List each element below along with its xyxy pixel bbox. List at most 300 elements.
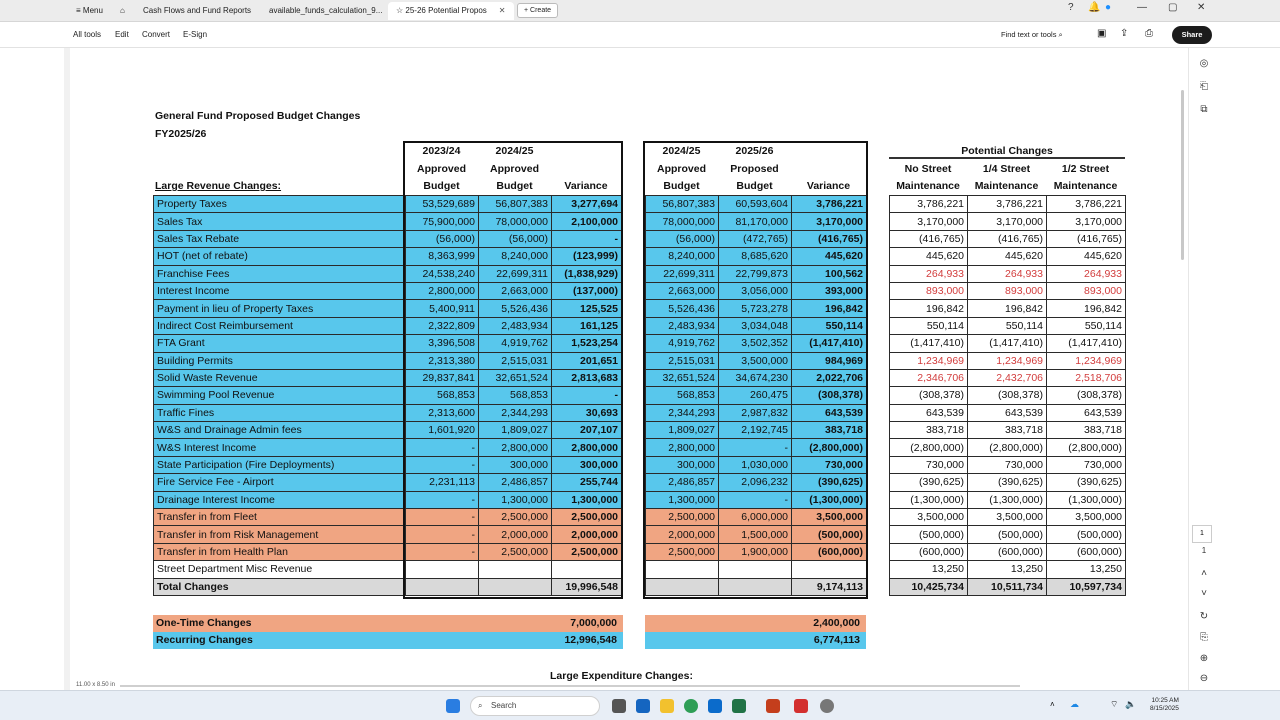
header-approved: Approved [416, 163, 466, 175]
table-row [154, 509, 622, 526]
file-explorer-icon[interactable] [612, 699, 626, 713]
header-2024-25: 2024/25 [662, 145, 701, 157]
cell-value: 60,593,604 [719, 196, 792, 213]
cell-value: 4,919,762 [479, 335, 552, 352]
doc-subtitle: FY2025/26 [155, 128, 207, 140]
search-icon: ⌕ [478, 701, 483, 710]
cell-value: (500,000) [890, 526, 968, 543]
table-row [890, 196, 1126, 213]
cell-value [719, 578, 792, 595]
header-potential-changes: Potential Changes [889, 145, 1125, 159]
taskbar-search[interactable]: ⌕ Search [470, 696, 600, 716]
table-row [646, 387, 867, 404]
cell-value: 30,693 [552, 404, 622, 421]
tab-potential-proposals[interactable]: ☆ 25-26 Potential Propos ✕ [388, 2, 514, 20]
cell-value: 730,000 [968, 456, 1047, 473]
find-text-tools[interactable]: Find text or tools ⌕ [1001, 30, 1063, 39]
cell-value: 643,539 [1047, 404, 1126, 421]
chrome-icon[interactable] [684, 699, 698, 713]
row-label: Traffic Fines [154, 404, 406, 421]
cell-value: - [406, 439, 479, 456]
cell-value: 300,000 [552, 456, 622, 473]
browser-tab-bar [0, 0, 1280, 22]
table-row [154, 248, 622, 265]
cell-value: 196,842 [792, 300, 867, 317]
table-row [646, 196, 867, 213]
cell-value: 8,363,999 [406, 248, 479, 265]
cell-value: 3,170,000 [792, 213, 867, 230]
cell-value: 445,620 [1047, 248, 1126, 265]
comment-icon[interactable]: ◎ [1199, 58, 1209, 69]
cell-value: 264,933 [890, 265, 968, 282]
cell-value: (500,000) [1047, 526, 1126, 543]
row-label: Interest Income [154, 282, 406, 299]
table-row [646, 491, 867, 508]
header-variance: Variance [564, 180, 608, 192]
cell-value: 100,562 [792, 265, 867, 282]
cell-value: (500,000) [792, 526, 867, 543]
table-row [890, 404, 1126, 421]
cell-value: - [406, 491, 479, 508]
page-number-input[interactable]: 1 [1192, 525, 1212, 543]
outlook-icon[interactable] [636, 699, 650, 713]
cell-value: 10,511,734 [968, 578, 1047, 595]
table-row [646, 422, 867, 439]
cell-value: 2,313,600 [406, 404, 479, 421]
header-budget: Budget [736, 180, 773, 192]
windows-start-icon[interactable] [446, 699, 460, 713]
table-row [154, 404, 622, 421]
cell-value: (308,378) [1047, 387, 1126, 404]
cell-value: 550,114 [890, 317, 968, 334]
recurring-changes-row: Recurring Changes 12,996,548 [153, 632, 623, 649]
cell-value: 383,718 [1047, 422, 1126, 439]
system-clock[interactable]: 10:25 AM 8/15/2025 [1150, 697, 1179, 712]
cell-value: 3,786,221 [968, 196, 1047, 213]
row-label: Fire Service Fee - Airport [154, 474, 406, 491]
cell-value: 56,807,383 [646, 196, 719, 213]
table-row [646, 561, 867, 578]
table-row [890, 369, 1126, 386]
cell-value: 2,515,031 [479, 352, 552, 369]
cell-value: 2,231,113 [406, 474, 479, 491]
help-icon[interactable]: ? [1068, 2, 1074, 13]
horizontal-scrollbar[interactable] [120, 685, 1020, 687]
cell-value: 2,192,745 [719, 422, 792, 439]
esign-menu[interactable]: E-Sign [183, 30, 208, 39]
table-row [890, 474, 1126, 491]
cell-value: 643,539 [792, 404, 867, 421]
cell-value: 3,034,048 [719, 317, 792, 334]
cell-value: 2,432,706 [968, 369, 1047, 386]
cell-value: 2,800,000 [646, 439, 719, 456]
recurring-2024-25: 12,996,548 [564, 634, 617, 646]
cell-value: 3,500,000 [719, 352, 792, 369]
cell-value: 32,651,524 [646, 369, 719, 386]
wifi-icon[interactable]: ⌔ [1110, 699, 1119, 709]
cell-value: 445,620 [792, 248, 867, 265]
expenditure-section-label: Large Expenditure Changes: [550, 670, 693, 682]
cell-value: 81,170,000 [719, 213, 792, 230]
cell-value: 2,800,000 [479, 439, 552, 456]
cell-value: 201,651 [552, 352, 622, 369]
header-approved: Approved [656, 163, 706, 175]
cell-value: (1,300,000) [1047, 491, 1126, 508]
cell-value: 3,056,000 [719, 282, 792, 299]
cell-value: 2,800,000 [552, 439, 622, 456]
table-row [154, 491, 622, 508]
cell-value: 29,837,841 [406, 369, 479, 386]
cell-value: (390,625) [1047, 474, 1126, 491]
right-rail [1188, 48, 1218, 690]
cell-value: 383,718 [968, 422, 1047, 439]
cell-value: 53,529,689 [406, 196, 479, 213]
row-label: HOT (net of rebate) [154, 248, 406, 265]
header-maintenance: Maintenance [974, 180, 1039, 192]
windows-taskbar [0, 690, 1280, 720]
table-row [646, 300, 867, 317]
row-label: Drainage Interest Income [154, 491, 406, 508]
cell-value: 161,125 [552, 317, 622, 334]
cell-value: 643,539 [890, 404, 968, 421]
table-row [890, 335, 1126, 352]
table-row [646, 578, 867, 595]
star-icon: ☆ [396, 6, 404, 15]
table-row [154, 474, 622, 491]
cell-value: 264,933 [968, 265, 1047, 282]
cell-value: (2,800,000) [792, 439, 867, 456]
settings-icon[interactable] [820, 699, 834, 713]
extract-icon[interactable]: ⎘ [1200, 632, 1208, 643]
cell-value: (56,000) [646, 230, 719, 247]
table-row [154, 352, 622, 369]
pages-icon[interactable]: ⧉ [1200, 104, 1208, 115]
document-page [70, 48, 1180, 688]
cell-value: (1,417,410) [1047, 335, 1126, 352]
cell-value: 2,515,031 [646, 352, 719, 369]
cell-value [479, 578, 552, 595]
cell-value: (600,000) [1047, 543, 1126, 560]
cell-value: (2,800,000) [968, 439, 1047, 456]
cell-value: - [406, 456, 479, 473]
table-row [154, 335, 622, 352]
convert-menu[interactable]: Convert [142, 30, 171, 39]
close-icon[interactable]: ✕ [498, 6, 506, 15]
edit-menu[interactable]: Edit [115, 30, 129, 39]
tab-cash-flows[interactable]: Cash Flows and Fund Reports [143, 6, 252, 15]
cell-value: (1,300,000) [792, 491, 867, 508]
cell-value: 550,114 [792, 317, 867, 334]
cell-value: (56,000) [406, 230, 479, 247]
cell-value: (1,417,410) [890, 335, 968, 352]
menu-button[interactable]: ≡ Menu [76, 6, 103, 15]
table-row [890, 352, 1126, 369]
table-row [890, 526, 1126, 543]
header-quarter-street: 1/4 Street [982, 163, 1031, 175]
cell-value: 550,114 [968, 317, 1047, 334]
cell-value: 1,809,027 [646, 422, 719, 439]
cell-value: 3,500,000 [968, 509, 1047, 526]
cell-value: 10,597,734 [1047, 578, 1126, 595]
cell-value: (308,378) [968, 387, 1047, 404]
cell-value: 3,786,221 [792, 196, 867, 213]
cell-value: - [719, 439, 792, 456]
cell-value: 383,718 [792, 422, 867, 439]
cell-value: 78,000,000 [479, 213, 552, 230]
cell-value: (1,300,000) [968, 491, 1047, 508]
row-label: Total Changes [154, 578, 406, 595]
page-size-label: 11.00 x 8.50 in [76, 682, 115, 688]
cell-value: 196,842 [1047, 300, 1126, 317]
table-row [646, 509, 867, 526]
cell-value: 2,500,000 [479, 509, 552, 526]
app-icon[interactable] [708, 699, 722, 713]
cell-value: 1,809,027 [479, 422, 552, 439]
cell-value: 1,900,000 [719, 543, 792, 560]
share-button[interactable]: Share [1172, 26, 1212, 44]
row-label: Franchise Fees [154, 265, 406, 282]
cell-value: 1,300,000 [479, 491, 552, 508]
cell-value: 2,096,232 [719, 474, 792, 491]
bookmark-icon[interactable]: ⎗ [1200, 81, 1208, 92]
cell-value: 260,475 [719, 387, 792, 404]
table-row [890, 248, 1126, 265]
window-close-icon[interactable]: ✕ [1197, 2, 1206, 13]
cell-value: 22,699,311 [646, 265, 719, 282]
cell-value: 78,000,000 [646, 213, 719, 230]
cell-value: 568,853 [479, 387, 552, 404]
cell-value: 2,000,000 [479, 526, 552, 543]
cell-value: 2,500,000 [479, 543, 552, 560]
cell-value: 1,030,000 [719, 456, 792, 473]
cell-value: 3,170,000 [890, 213, 968, 230]
cell-value: 1,300,000 [646, 491, 719, 508]
tray-chevron-icon[interactable]: ˄ [1050, 700, 1055, 709]
one-time-changes-row: One-Time Changes 7,000,000 [153, 615, 623, 632]
cell-value: 2,800,000 [406, 282, 479, 299]
cell-value: 2,322,809 [406, 317, 479, 334]
cell-value: (600,000) [792, 543, 867, 560]
cell-value: 2,663,000 [646, 282, 719, 299]
table-row [154, 196, 622, 213]
upload-icon[interactable]: ⇪ [1120, 28, 1129, 39]
cell-value: 2,663,000 [479, 282, 552, 299]
row-label: Building Permits [154, 352, 406, 369]
cell-value: 5,400,911 [406, 300, 479, 317]
cell-value: (308,378) [792, 387, 867, 404]
cell-value: 1,234,969 [968, 352, 1047, 369]
create-button[interactable]: + Create [517, 3, 558, 18]
header-no-street: No Street [904, 163, 952, 175]
cell-value: 2,022,706 [792, 369, 867, 386]
cell-value: 3,396,508 [406, 335, 479, 352]
row-label: W&S Interest Income [154, 439, 406, 456]
cell-value: 3,500,000 [890, 509, 968, 526]
acrobat-icon[interactable] [794, 699, 808, 713]
cell-value: 3,502,352 [719, 335, 792, 352]
table-row [646, 352, 867, 369]
table-row [154, 265, 622, 282]
cell-value: (390,625) [968, 474, 1047, 491]
cell-value: 4,919,762 [646, 335, 719, 352]
header-approved: Approved [489, 163, 539, 175]
volume-icon[interactable]: 🔈 [1125, 699, 1137, 709]
cell-value: 8,240,000 [646, 248, 719, 265]
table-row [154, 230, 622, 247]
cell-value [552, 561, 622, 578]
cell-value: 196,842 [968, 300, 1047, 317]
table-row [890, 456, 1126, 473]
cell-value: 2,483,934 [479, 317, 552, 334]
row-label: Transfer in from Health Plan [154, 543, 406, 560]
header-2024-25: 2024/25 [495, 145, 534, 157]
section-label: Large Revenue Changes: [155, 180, 282, 192]
zoom-in-icon[interactable]: ⊕ [1199, 653, 1209, 664]
table-row [890, 422, 1126, 439]
app-toolbar [0, 22, 1280, 48]
cell-value: 3,500,000 [1047, 509, 1126, 526]
header-budget: Budget [423, 180, 460, 192]
chevron-down-icon[interactable]: ˅ [1201, 588, 1207, 599]
cell-value: 1,523,254 [552, 335, 622, 352]
refresh-icon[interactable]: ↻ [1199, 611, 1209, 622]
cell-value: 56,807,383 [479, 196, 552, 213]
cell-value: 2,500,000 [646, 509, 719, 526]
cell-value: (1,417,410) [968, 335, 1047, 352]
cell-value: 3,786,221 [1047, 196, 1126, 213]
cell-value: 1,234,969 [1047, 352, 1126, 369]
cell-value [719, 561, 792, 578]
table-row [890, 230, 1126, 247]
table-row [890, 491, 1126, 508]
cell-value: 445,620 [890, 248, 968, 265]
cloud-icon[interactable]: ☁ [1070, 699, 1079, 709]
cell-value: 568,853 [646, 387, 719, 404]
cell-value: (1,300,000) [890, 491, 968, 508]
cell-value: - [406, 543, 479, 560]
row-label: Payment in lieu of Property Taxes [154, 300, 406, 317]
cell-value: (2,800,000) [890, 439, 968, 456]
header-maintenance: Maintenance [896, 180, 960, 192]
cell-value [406, 561, 479, 578]
all-tools-menu[interactable]: All tools [73, 30, 102, 39]
save-icon[interactable]: ▣ [1097, 28, 1107, 39]
print-icon[interactable]: ⎙ [1145, 28, 1153, 39]
row-label: FTA Grant [154, 335, 406, 352]
table-row [154, 369, 622, 386]
cell-value: 125,525 [552, 300, 622, 317]
cell-value: 893,000 [1047, 282, 1126, 299]
cell-value: 550,114 [1047, 317, 1126, 334]
vertical-scrollbar[interactable] [1181, 90, 1184, 260]
cell-value: 13,250 [890, 561, 968, 578]
maximize-icon[interactable]: ▢ [1168, 2, 1178, 13]
row-label: Sales Tax Rebate [154, 230, 406, 247]
cell-value: 2,313,380 [406, 352, 479, 369]
cell-value: - [552, 387, 622, 404]
cell-value: 984,969 [792, 352, 867, 369]
cell-value: 22,699,311 [479, 265, 552, 282]
table-row [646, 282, 867, 299]
cell-value: 1,601,920 [406, 422, 479, 439]
cell-value: (416,765) [968, 230, 1047, 247]
cell-value: 32,651,524 [479, 369, 552, 386]
revenue-table-proposed [645, 195, 867, 596]
cell-value: 2,344,293 [646, 404, 719, 421]
cell-value: 2,500,000 [646, 543, 719, 560]
cell-value [479, 561, 552, 578]
row-label: Solid Waste Revenue [154, 369, 406, 386]
powerpoint-icon[interactable] [766, 699, 780, 713]
cell-value: 730,000 [792, 456, 867, 473]
cell-value: 8,240,000 [479, 248, 552, 265]
cell-value: 196,842 [890, 300, 968, 317]
cell-value: 730,000 [1047, 456, 1126, 473]
cell-value: 2,518,706 [1047, 369, 1126, 386]
table-row [646, 456, 867, 473]
notification-icon[interactable]: 🔔 [1088, 2, 1101, 13]
table-row [154, 526, 622, 543]
table-row [154, 578, 622, 595]
table-row [890, 387, 1126, 404]
cell-value: (308,378) [890, 387, 968, 404]
table-row [890, 509, 1126, 526]
cell-value: 383,718 [890, 422, 968, 439]
table-row [646, 265, 867, 282]
cell-value: 2,813,683 [552, 369, 622, 386]
cell-value: 3,170,000 [1047, 213, 1126, 230]
table-row [154, 300, 622, 317]
table-row [154, 213, 622, 230]
cell-value: 2,486,857 [479, 474, 552, 491]
header-budget: Budget [663, 180, 700, 192]
home-icon[interactable]: ⌂ [120, 6, 125, 15]
chevron-up-icon[interactable]: ˄ [1201, 568, 1207, 579]
folder-icon[interactable] [660, 699, 674, 713]
cell-value: 730,000 [890, 456, 968, 473]
tab-available-funds[interactable]: available_funds_calculation_9... [269, 6, 383, 15]
row-label: Swimming Pool Revenue [154, 387, 406, 404]
potential-changes-table [889, 195, 1126, 596]
cell-value: 1,300,000 [552, 491, 622, 508]
cell-value: 2,486,857 [646, 474, 719, 491]
minimize-icon[interactable]: — [1137, 2, 1147, 13]
revenue-table-current [153, 195, 622, 596]
excel-icon[interactable] [732, 699, 746, 713]
table-row [890, 300, 1126, 317]
cell-value: 5,723,278 [719, 300, 792, 317]
row-label: Indirect Cost Reimbursement [154, 317, 406, 334]
table-row [646, 369, 867, 386]
avatar[interactable]: ● [1105, 2, 1112, 13]
cell-value: 2,000,000 [646, 526, 719, 543]
cell-value: (416,765) [890, 230, 968, 247]
cell-value: 34,674,230 [719, 369, 792, 386]
cell-value: 6,000,000 [719, 509, 792, 526]
cell-value: - [406, 509, 479, 526]
cell-value: (1,838,929) [552, 265, 622, 282]
row-label: Property Taxes [154, 196, 406, 213]
cell-value: 2,346,706 [890, 369, 968, 386]
table-row [646, 526, 867, 543]
row-label: Sales Tax [154, 213, 406, 230]
header-proposed: Proposed [730, 163, 779, 175]
cell-value: 893,000 [968, 282, 1047, 299]
one-time-changes-proposed: 2,400,000 [645, 615, 866, 632]
zoom-out-icon[interactable]: ⊖ [1199, 673, 1209, 684]
table-row [646, 404, 867, 421]
cell-value: 2,500,000 [552, 509, 622, 526]
